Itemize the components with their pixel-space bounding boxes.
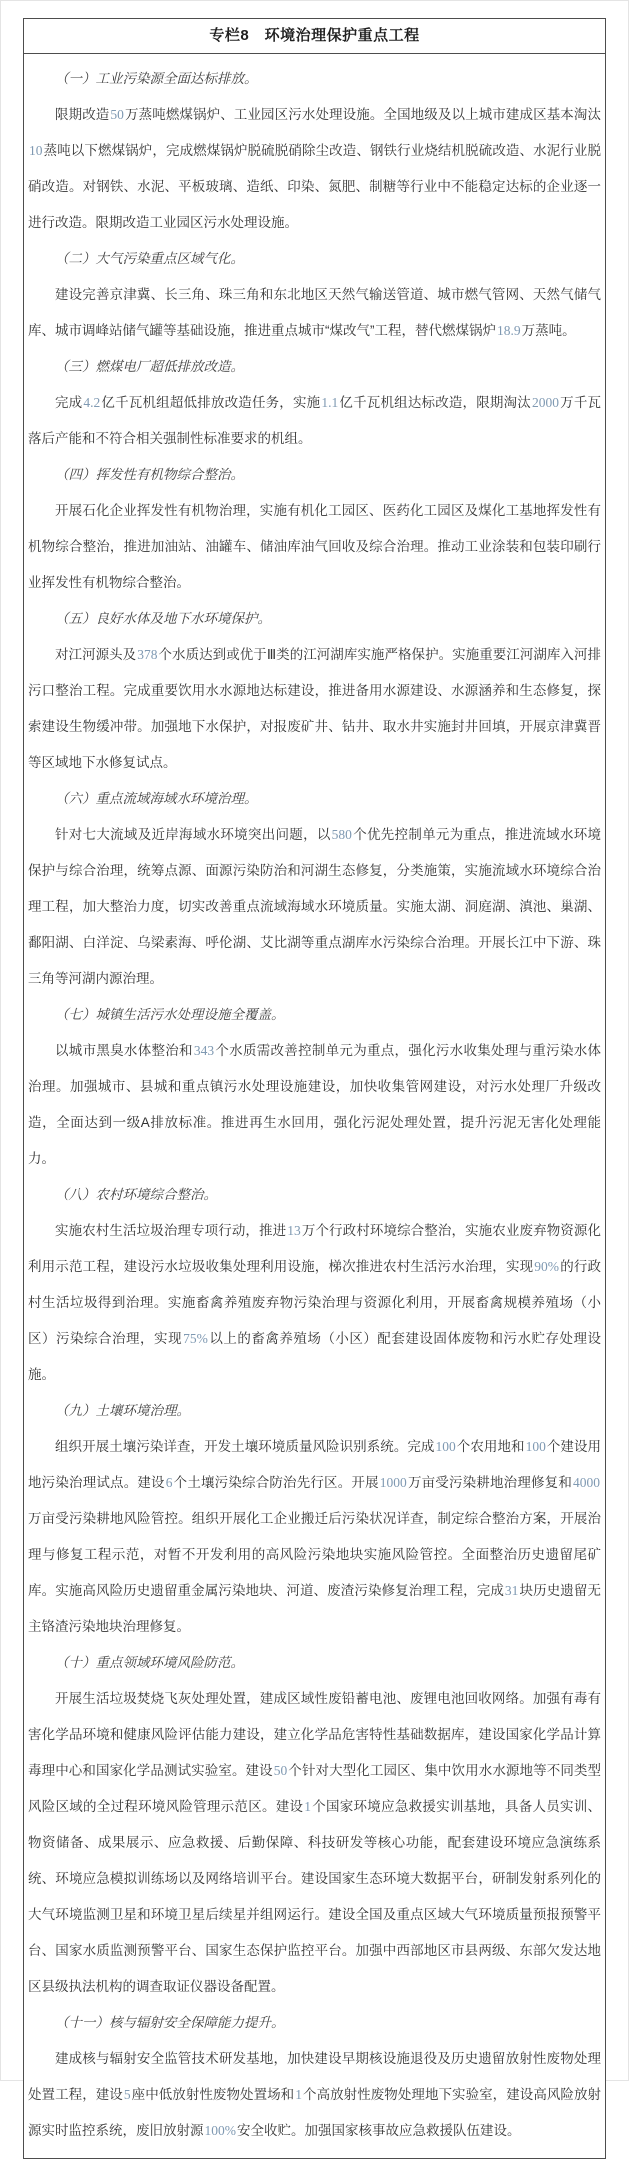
section-heading: （四）挥发性有机物综合整治。 xyxy=(55,467,244,482)
number-value: 378 xyxy=(137,647,158,662)
section xyxy=(28,1645,601,2005)
section-body: 限期改造50万蒸吨燃煤锅炉、工业园区污水处理设施。全国地级及以上城市建成区基本淘汰10蒸吨以下燃煤锅炉，完成燃煤锅炉脱硫脱硝除尘改造、钢铁行业烧结机脱硫改造、水泥行业脱硝改造。对钢铁、水泥、平板玻璃、造纸、印染、氮肥、制糖等行业中不能稳定达标的企业逐一进行改造。限期改造工业园区污水处理设施。 xyxy=(28,107,602,230)
number-value: 580 xyxy=(331,827,352,842)
section-heading: （八）农村环境综合整治。 xyxy=(55,1187,217,1202)
box-content xyxy=(24,54,605,2158)
number-value: 75% xyxy=(183,1331,208,1346)
number-value: 10 xyxy=(29,143,43,158)
section-body: 建设完善京津冀、长三角、珠三角和东北地区天然气输送管道、城市燃气管网、天然气储气库、城市调峰站储气罐等基础设施，推进重点城市“煤改气”工程，替代燃煤锅炉18.9万蒸吨。 xyxy=(28,287,601,338)
number-value: 4.2 xyxy=(83,395,101,410)
number-value: 100 xyxy=(525,1439,546,1454)
feature-box-column8 xyxy=(23,18,606,2159)
number-value: 100% xyxy=(204,2123,236,2138)
section-heading: （七）城镇生活污水处理设施全覆盖。 xyxy=(55,1007,285,1022)
number-value: 343 xyxy=(193,1043,215,1058)
section xyxy=(28,1177,601,1393)
section xyxy=(28,601,601,781)
section-heading: （三）燃煤电厂超低排放改造。 xyxy=(55,359,244,374)
number-value: 100 xyxy=(435,1439,456,1454)
number-value: 50 xyxy=(273,1763,288,1778)
number-value: 5 xyxy=(123,2087,131,2102)
section-body: 组织开展土壤污染详查，开发土壤环境质量风险识别系统。完成100个农用地和100个建设用地污染治理试点。建设6个土壤污染综合防治先行区。开展1000万亩受污染耕地治理修复和4000万亩受污染耕地风险管控。组织开展化工企业搬迁后污染状况详查，制定综合整治方案，开展治理与修复工程示范，对暂不开发利用的高风险污染地块实施风险管控。全面整治历史遗留尾矿库。实施高风险历史遗留重金属污染地块、河道、废渣污染修复治理工程，完成31块历史遗留无主铬渣污染地块治理修复。 xyxy=(28,1439,602,1634)
number-value: 4000 xyxy=(573,1475,601,1490)
number-value: 50 xyxy=(110,107,124,122)
section-body: 以城市黑臭水体整治和343个水质需改善控制单元为重点，强化污水收集处理与重污染水体治理。加强城市、县城和重点镇污水处理设施建设，加快收集管网建设，对污水处理厂升级改造，全面达到一级A排放标准。推进再生水回用，强化污泥处理处置，提升污泥无害化处理能力。 xyxy=(28,1043,602,1166)
section-heading: （十）重点领域环境风险防范。 xyxy=(55,1655,244,1670)
number-value: 13 xyxy=(287,1223,301,1238)
section xyxy=(28,457,601,601)
section-heading: （五）良好水体及地下水环境保护。 xyxy=(55,611,271,626)
section xyxy=(28,781,601,997)
number-value: 6 xyxy=(165,1475,173,1490)
section-heading: （十一）核与辐射安全保障能力提升。 xyxy=(55,2015,285,2030)
section-body: 实施农村生活垃圾治理专项行动，推进13万个行政村环境综合整治，实施农业废弃物资源化利用示范工程，建设污水垃圾收集处理利用设施，梯次推进农村生活污水治理，实现90%的行政村生活垃圾得到治理。实施畜禽养殖废弃物污染治理与资源化利用，开展畜禽规模养殖场（小区）污染综合治理，实现75%以上的畜禽养殖场（小区）配套建设固体废物和污水贮存处理设施。 xyxy=(28,1223,602,1382)
number-value: 1000 xyxy=(379,1475,407,1490)
section-body: 对江河源头及378个水质达到或优于Ⅲ类的江河湖库实施严格保护。实施重要江河湖库入河排污口整治工程。完成重要饮用水水源地达标建设，推进备用水源建设、水源涵养和生态修复，探索建设生物缓冲带。加强地下水保护，对报废矿井、钻井、取水井实施封井回填，开展京津冀晋等区域地下水修复试点。 xyxy=(28,647,602,770)
number-value: 1 xyxy=(295,2087,302,2102)
section-heading: （九）土壤环境治理。 xyxy=(55,1403,190,1418)
section xyxy=(28,241,601,349)
section-heading: （六）重点流域海域水环境治理。 xyxy=(55,791,258,806)
section-body: 针对七大流域及近岸海域水环境突出问题，以580个优先控制单元为重点，推进流域水环境保护与综合治理，统筹点源、面源污染防治和河湖生态修复，分类施策，实施流域水环境综合治理工程，加大整治力度，切实改善重点流域海域水环境质量。实施太湖、洞庭湖、滇池、巢湖、鄱阳湖、白洋淀、乌梁素海、呼伦湖、艾比湖等重点湖库水污染综合治理。开展长江中下游、珠三角等河湖内源治理。 xyxy=(28,827,602,986)
section-body: 开展生活垃圾焚烧飞灰处理处置，建成区域性废铅蓄电池、废锂电池回收网络。加强有毒有害化学品环境和健康风险评估能力建设，建立化学品危害特性基础数据库，建设国家化学品计算毒理中心和国家化学品测试实验室。建设50个针对大型化工园区、集中饮用水水源地等不同类型风险区域的全过程环境风险管理示范区。建设1个国家环境应急救援实训基地，具备人员实训、物资储备、成果展示、应急救援、后勤保障、科技研发等核心功能，配套建设环境应急演练系统、环境应急模拟训练场以及网络培训平台。建设国家生态环境大数据平台，研制发射系列化的大气环境监测卫星和环境卫星后续星并组网运行。建设全国及重点区域大气环境质量预报预警平台、国家水质监测预警平台、国家生态保护监控平台。加强中西部地区市县两级、东部欠发达地区县级执法机构的调查取证仪器设备配置。 xyxy=(28,1691,602,1994)
number-value: 1.1 xyxy=(321,395,339,410)
section-body: 完成4.2亿千瓦机组超低排放改造任务，实施1.1亿千瓦机组达标改造，限期淘汰2000万千瓦落后产能和不符合相关强制性标准要求的机组。 xyxy=(28,395,602,446)
section xyxy=(28,997,601,1177)
section-body: 开展石化企业挥发性有机物治理，实施有机化工园区、医药化工园区及煤化工基地挥发性有机物综合整治，推进加油站、油罐车、储油库油气回收及综合治理。推动工业涂装和包装印刷行业挥发性有机物综合整治。 xyxy=(28,503,601,590)
section xyxy=(28,349,601,457)
number-value: 18.9 xyxy=(497,323,521,338)
section-body: 建成核与辐射安全监管技术研发基地，加快建设早期核设施退役及历史遗留放射性废物处理处置工程，建设5座中低放射性废物处置场和1个高放射性废物处理地下实验室，建设高风险放射源实时监控系统，废旧放射源100%安全收贮。加强国家核事故应急救援队伍建设。 xyxy=(28,2051,602,2138)
section xyxy=(28,1393,601,1645)
section-heading: （一）工业污染源全面达标排放。 xyxy=(55,71,258,86)
section xyxy=(28,61,601,241)
number-value: 1 xyxy=(304,1799,311,1814)
number-value: 31 xyxy=(504,1583,519,1598)
box-title: 专栏8 环境治理保护重点工程 xyxy=(24,19,605,54)
section-heading: （二）大气污染重点区域气化。 xyxy=(55,251,244,266)
number-value: 2000 xyxy=(531,395,559,410)
number-value: 90% xyxy=(534,1259,560,1274)
section xyxy=(28,2005,601,2149)
